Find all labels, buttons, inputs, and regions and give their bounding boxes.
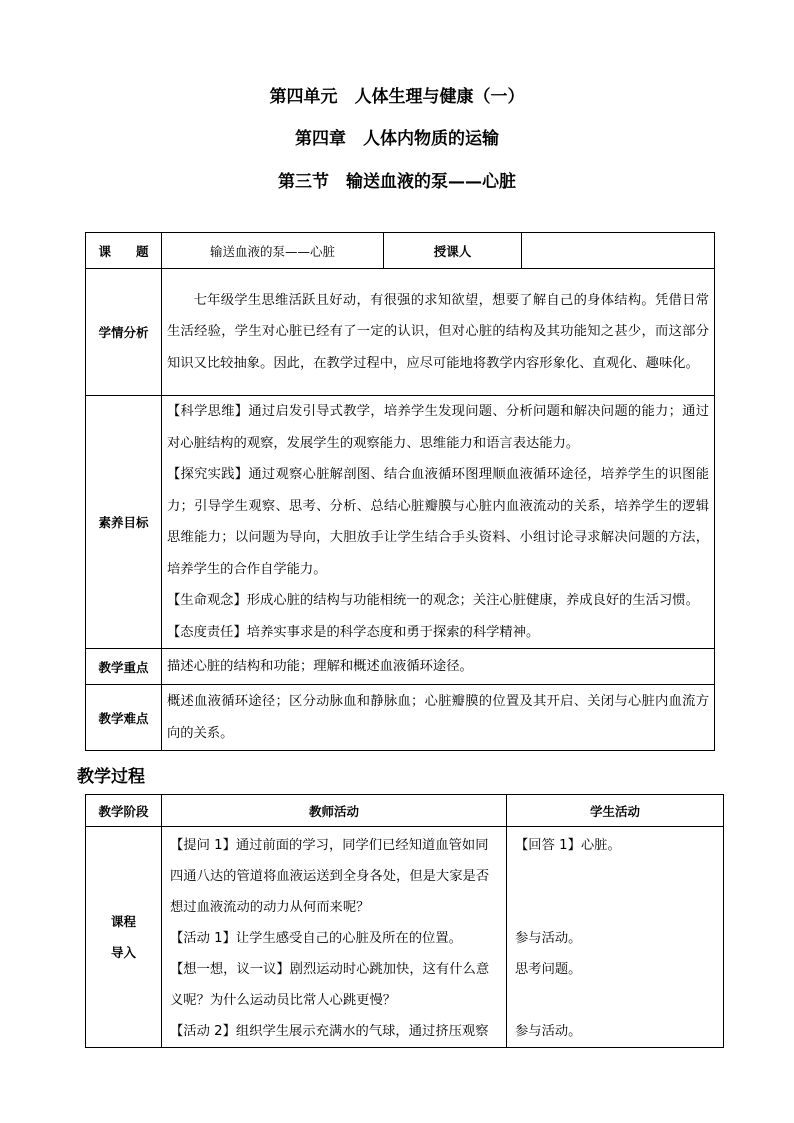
student-activities: [507, 827, 724, 1048]
goal-inquiry-practice: 【探究实践】通过观察心脏解剖图、结合血液循环图理顺血液循环途径，培养学生的识图能力；引导学生观察、思考、分析、总结心脏瓣膜与心脏内血液流动的关系，培养学生的逻辑思维能力；以问题为导向，大胆放手让学生结合手头资料、小组讨论寻求解决问题的方法，培养学生的合作自学能力。: [167, 467, 709, 577]
student-line: 【回答 1】心脏。: [515, 838, 621, 853]
student-line: 参与活动。: [515, 1024, 582, 1039]
goal-life-concept: 【生命观念】形成心脏的结构与功能相统一的观念；关注心脏健康，养成良好的生活习惯。: [167, 593, 699, 608]
teaching-process-table: [85, 794, 724, 1048]
teacher-line: 义呢？为什么运动员比常人心跳更慢？: [170, 993, 397, 1008]
key-points-text: 描述心脏的结构和功能；理解和概述血液循环途径。: [167, 658, 473, 674]
teacher-line: 【想一想，议一议】剧烈运动时心跳加快，这有什么意: [170, 962, 490, 977]
key-points-cell: [162, 649, 715, 685]
analysis-cell: [162, 269, 715, 396]
student-line: 思考问题。: [515, 962, 582, 977]
key-points-label: 教学重点: [86, 649, 162, 685]
lesson-info-table: [85, 232, 715, 751]
difficult-points-label: 教学难点: [86, 685, 162, 751]
chapter-title: 第四章 人体内物质的运输: [295, 129, 499, 149]
goal-attitude: 【态度责任】培养实事求是的科学态度和勇于探索的科学精神。: [167, 624, 540, 640]
topic-label: 课 题: [86, 233, 162, 269]
teacher-line: 【活动 1】让学生感受自己的心脏及所在的位置。: [170, 931, 462, 946]
topic-value: 输送血液的泵——心脏: [162, 233, 384, 269]
goal-science-thinking: 【科学思维】通过启发引导式教学，培养学生发现问题、分析问题和解决问题的能力；通过对心脏结构的观察，发展学生的观察能力、思维能力和语言表达能力。: [167, 404, 709, 451]
student-line: [507, 892, 723, 923]
teacher-line: 四通八达的管道将血液运送到全身各处，但是大家是否: [170, 869, 490, 884]
section-title: 第三节 输送血液的泵——心脏: [278, 172, 516, 192]
difficult-points-cell: [162, 685, 715, 751]
difficult-points-text: 概述血液循环途径；区分动脉血和静脉血；心脏瓣膜的位置及其开启、关闭与心脏内血流方向的关系。: [167, 694, 709, 741]
col-teacher-header: 教师活动: [162, 795, 507, 827]
teacher-line: 【活动 2】组织学生展示充满水的气球，通过挤压观察: [170, 1024, 489, 1039]
teacher-label: 授课人: [384, 233, 522, 269]
analysis-text: 七年级学生思维活跃且好动，有很强的求知欲望，想要了解自己的身体结构。凭借日常生活经验，学生对心脏已经有了一定的认识，但对心脏的结构及其功能知之甚少，而这部分知识又比较抽象。因此，在教学过程中，应尽可能地将教学内容形象化、直观化、趣味化。: [167, 292, 709, 371]
student-line: [507, 985, 723, 1016]
teacher-activities: [162, 827, 507, 1048]
student-line: [507, 861, 723, 892]
teacher-line: 【提问 1】通过前面的学习，同学们已经知道血管如同: [170, 838, 489, 853]
unit-title: 第四单元 人体生理与健康（一）: [269, 87, 525, 107]
goals-label: 素养目标: [86, 396, 162, 649]
analysis-label: 学情分析: [86, 269, 162, 396]
process-heading: 教学过程: [77, 767, 145, 787]
goals-cell: [162, 396, 715, 649]
teacher-line: 想过血液流动的动力从何而来呢？: [170, 900, 370, 915]
stage-line-2: 导入: [110, 945, 136, 960]
col-stage-header: 教学阶段: [86, 795, 162, 827]
stage-intro: [86, 827, 162, 1048]
col-student-header: 学生活动: [507, 795, 724, 827]
student-line: 参与活动。: [515, 931, 582, 946]
teacher-value: [522, 233, 715, 269]
stage-line-1: 课程: [110, 914, 136, 929]
